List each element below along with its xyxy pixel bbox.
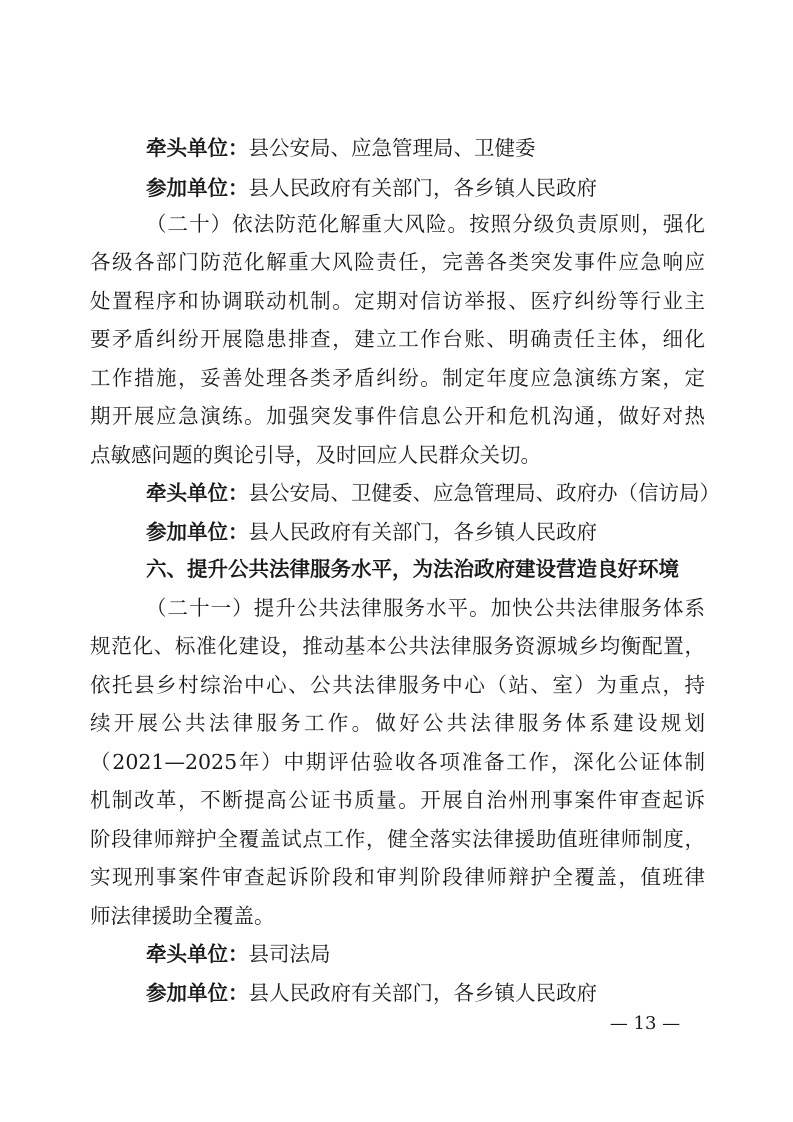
lead-unit-line [90,479,720,507]
lead-unit-label: 牵头单位： [146,481,249,505]
section-heading: 六、提升公共法律服务水平，为法治政府建设营造良好环境 [146,557,679,581]
paragraph-line: 要矛盾纠纷开展隐患排查，建立工作台账、明确责任主体，细化 [90,327,705,351]
paragraph-line: 实现刑事案件审查起诉阶段和审判阶段律师辩护全覆盖，值班律 [90,865,705,889]
lead-unit-text: 县司法局 [248,942,331,966]
paragraph-line: 各级各部门防范化解重大风险责任，完善各类突发事件应急响应 [90,250,705,274]
paragraph-line: （二十）依法防范化解重大风险。按照分级负责原则，强化 [146,212,705,236]
participating-unit-text: 县人民政府有关部门，各乡镇人民政府 [248,981,597,1005]
participating-unit-line [90,174,705,202]
participating-unit-line [90,979,705,1007]
paragraph-line: （二十一）提升公共法律服务水平。加快公共法律服务体系 [146,596,705,620]
paragraph-line: 工作措施，妥善处理各类矛盾纠纷。制定年度应急演练方案，定 [90,366,705,390]
paragraph-line: 期开展应急演练。加强突发事件信息公开和危机沟通，做好对热 [90,404,705,428]
paragraph-line: 续开展公共法律服务工作。做好公共法律服务体系建设规划 [90,711,705,735]
participating-unit-text: 县人民政府有关部门，各乡镇人民政府 [248,176,597,200]
participating-unit-line [90,518,705,546]
paragraph-line: 依托县乡村综治中心、公共法律服务中心（站、室）为重点，持 [90,673,705,697]
paragraph-line: 阶段律师辩护全覆盖试点工作，健全落实法律援助值班律师制度， [90,827,705,851]
participating-unit-label: 参加单位： [146,520,249,544]
paragraph-line: （2021—2025年）中期评估验收各项准备工作，深化公证体制 [90,750,705,774]
lead-unit-text: 县公安局、应急管理局、卫健委 [248,136,536,160]
page-number: — 13 — [609,1013,681,1034]
lead-unit-line [90,134,705,162]
participating-unit-label: 参加单位： [146,176,249,200]
paragraph-line: 点敏感问题的舆论引导，及时回应人民群众关切。 [90,443,541,467]
participating-unit-label: 参加单位： [146,981,249,1005]
lead-unit-label: 牵头单位： [146,136,249,160]
paragraph-line: 处置程序和协调联动机制。定期对信访举报、医疗纠纷等行业主 [90,289,705,313]
lead-unit-line [90,940,705,968]
participating-unit-text: 县人民政府有关部门，各乡镇人民政府 [248,520,597,544]
lead-unit-label: 牵头单位： [146,942,249,966]
paragraph-line: 规范化、标准化建设，推动基本公共法律服务资源城乡均衡配置， [90,634,705,658]
paragraph-line: 师法律援助全覆盖。 [90,904,275,928]
paragraph-line: 机制改革，不断提高公证书质量。开展自治州刑事案件审查起诉 [90,788,705,812]
lead-unit-text: 县公安局、卫健委、应急管理局、政府办（信访局） [248,481,720,505]
